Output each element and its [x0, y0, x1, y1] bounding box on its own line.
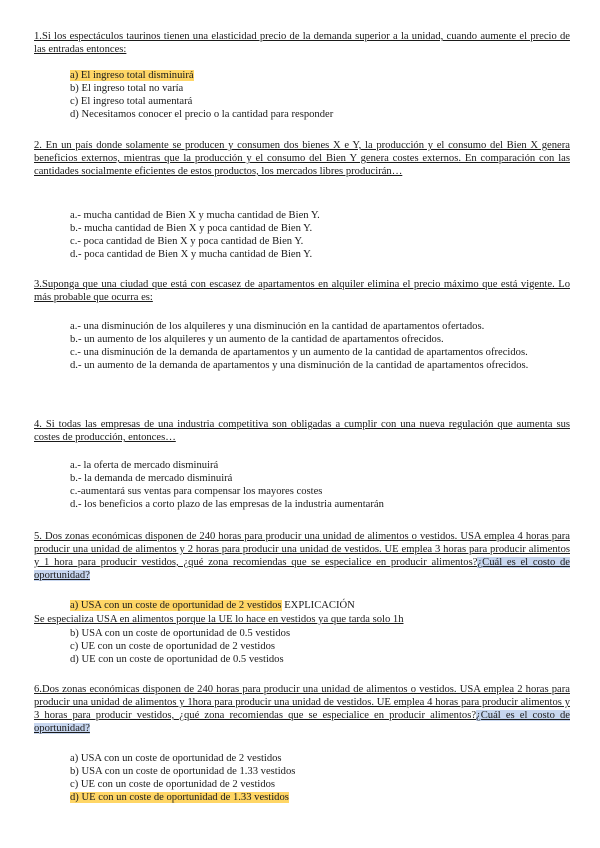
option-4c: c.-aumentará sus ventas para compensar los mayores costes [70, 486, 323, 497]
explanation-label: EXPLICACIÓN [281, 600, 355, 611]
option-4b: b.- la demanda de mercado disminuirá [70, 473, 233, 484]
question-3-options [70, 320, 570, 372]
option-3b: b.- un aumento de los alquileres y un aumento de la cantidad de apartamentos ofrecidos. [70, 334, 444, 345]
question-5-stem [34, 530, 570, 582]
option-1c: c) El ingreso total aumentará [70, 96, 193, 107]
question-6-options [70, 752, 570, 804]
option-3a: a.- una disminución de los alquileres y una disminución en la cantidad de apartamentos ofertados. [70, 321, 485, 332]
question-2-options [70, 209, 570, 261]
question-6-highlight: ¿Cuál es el costo de oportunidad? [34, 710, 570, 734]
option-2d: d.- poca cantidad de Bien X y mucha cantidad de Bien Y. [70, 249, 313, 260]
option-2c: c.- poca cantidad de Bien X y poca cantidad de Bien Y. [70, 236, 304, 247]
question-4-stem: 4. Si todas las empresas de una industria competitiva son obligadas a cumplir con una nueva regulación que aumenta sus costes de producción, entonces… [34, 419, 570, 443]
option-6d: d) UE con un coste de oportunidad de 1.33 vestidos [70, 792, 289, 803]
option-6b: b) USA con un coste de oportunidad de 1.33 vestidos [70, 766, 296, 777]
option-4a: a.- la oferta de mercado disminuirá [70, 460, 219, 471]
question-2-stem: 2. En un país donde solamente se producen y consumen dos bienes X e Y, la producción y el consumo del Bien X genera beneficios externos, mientras que la producción y el consumo del Bien Y genera costes externos. En comparación con las cantidades socialmente eficientes de estos productos, los mercados libres producirán… [34, 140, 570, 177]
question-4-options [70, 459, 570, 511]
option-6a: a) USA con un coste de oportunidad de 2 vestidos [70, 753, 282, 764]
option-5a: a) USA con un coste de oportunidad de 2 vestidos [70, 600, 282, 611]
option-1b: b) El ingreso total no varía [70, 83, 184, 94]
question-5-options [70, 627, 570, 666]
option-6c: c) UE con un coste de oportunidad de 2 vestidos [70, 779, 276, 790]
option-4d: d.- los beneficios a corto plazo de las empresas de la industria aumentarán [70, 499, 384, 510]
option-3d: d.- un aumento de la demanda de apartamentos y una disminución de la cantidad de apartamentos ofrecidos. [70, 360, 529, 371]
question-5-highlight: ¿Cuál es el costo de oportunidad? [34, 557, 570, 581]
option-1d: d) Necesitamos conocer el precio o la cantidad para responder [70, 109, 334, 120]
option-5c: c) UE con un coste de oportunidad de 2 vestidos [70, 641, 276, 652]
option-2a: a.- mucha cantidad de Bien X y mucha cantidad de Bien Y. [70, 210, 320, 221]
question-3-stem: 3.Suponga que una ciudad que está con escasez de apartamentos en alquiler elimina el precio máximo que está vigente. Lo más probable que ocurra es: [34, 279, 570, 303]
option-3c: c.- una disminución de la demanda de apartamentos y un aumento de la cantidad de apartamentos ofrecidos. [70, 347, 528, 358]
question-5-answer-line [70, 599, 570, 612]
option-1a: a) El ingreso total disminuirá [70, 70, 194, 81]
question-6-text: 6.Dos zonas económicas disponen de 240 horas para producir una unidad de alimentos o vestidos. USA emplea 2 horas para producir una unidad de alimentos y 1hora para producir una unidad de vestidos. UE emplea 4 horas para producir alimentos y 3 horas para producir vestidos, ¿qué zona recomiendas que se especialice en producir alimentos? [34, 684, 570, 721]
option-2b: b.- mucha cantidad de Bien X y poca cantidad de Bien Y. [70, 223, 313, 234]
question-1-stem: 1.Si los espectáculos taurinos tienen una elasticidad precio de la demanda superior a la unidad, cuando aumente el precio de las entradas entonces: [34, 31, 570, 55]
question-1-options [70, 69, 570, 121]
question-6-stem [34, 683, 570, 735]
explanation-text: Se especializa USA en alimentos porque la UE lo hace en vestidos ya que tarda solo 1h [34, 614, 404, 625]
option-5b: b) USA con un coste de oportunidad de 0.5 vestidos [70, 628, 291, 639]
question-5-text: 5. Dos zonas económicas disponen de 240 horas para producir una unidad de alimentos o vestidos. USA emplea 4 horas para producir una unidad de alimentos y 2 horas para producir una unidad de vestidos. UE emplea 3 horas para producir alimentos y 1 hora para producir vestidos, ¿qué zona recomiendas que se especialice en producir alimentos? [34, 531, 570, 568]
option-5d: d) UE con un coste de oportunidad de 0.5 vestidos [70, 654, 284, 665]
